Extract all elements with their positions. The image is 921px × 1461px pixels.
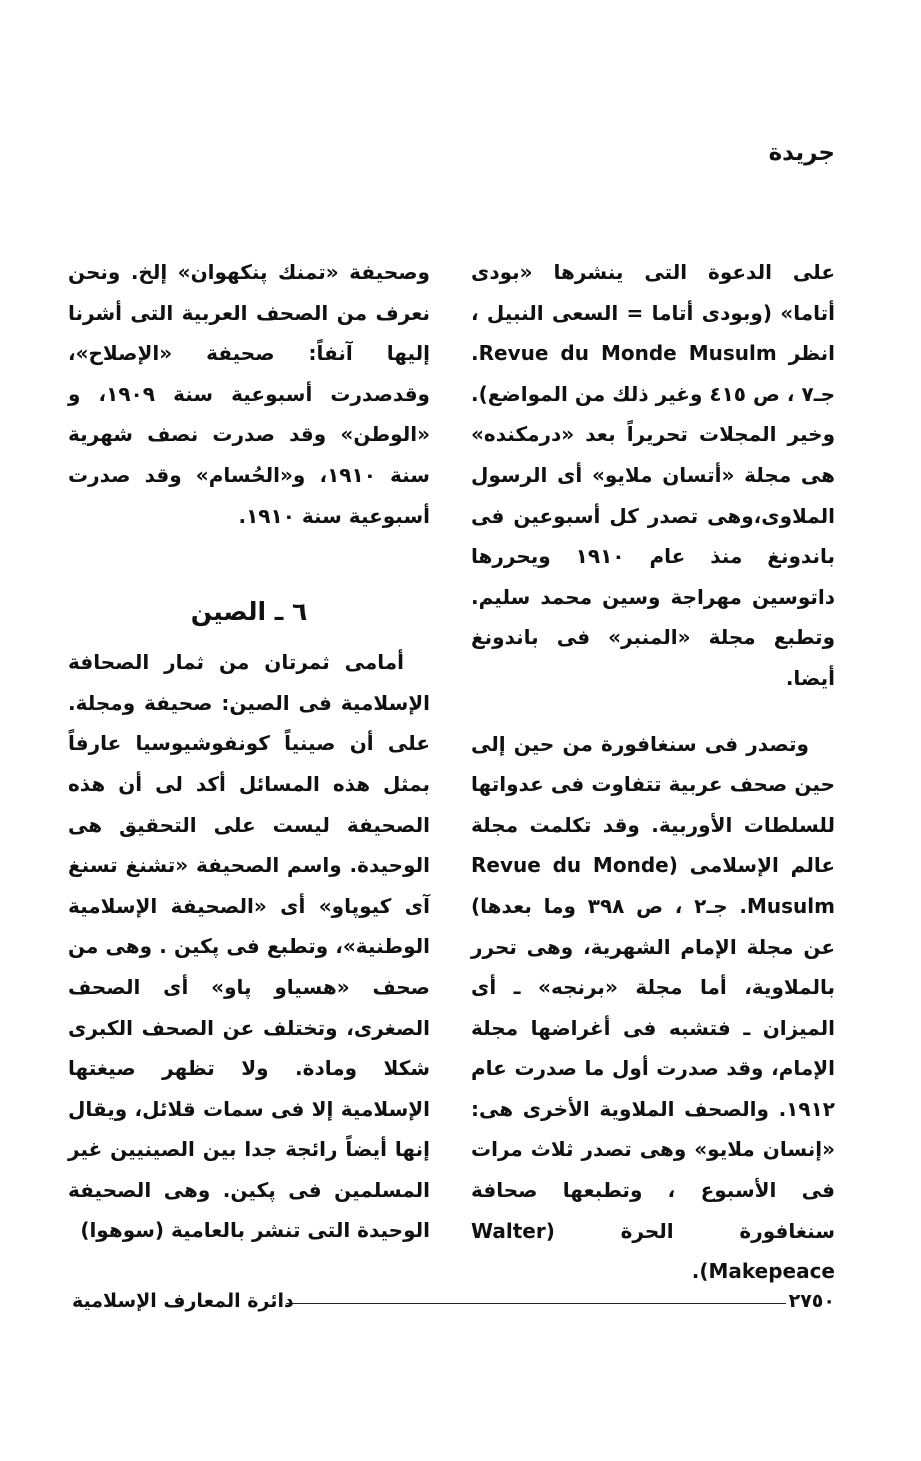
section-heading: ٦ ـ الصين: [190, 597, 308, 627]
right-column-paragraph-1: على الدعوة التى ينشرها «بودى أتاما» (وبودى أتاما = السعى النبيل ، انظر Revue du Monde Musulm. جـ٧ ، ص ٤١٥ وغير ذلك من المواضع). وخير المجلات تحريراً بعد «درمكنده» هى مجلة «أتسان ملايو» أى الرسول الملاوى،وهى تصدر كل أسبوعين فى باندونغ منذ عام ١٩١٠ ويحررها داتوسين مهراجة وسين محمد سليم. وتطبع مجلة «المنبر» فى باندونغ أيضا.: [471, 260, 835, 690]
footer-book-title: دائرة المعارف الإسلامية: [72, 1290, 294, 1312]
running-head: جريدة: [768, 140, 835, 166]
left-column-paragraph-1: وصحيفة «تمنك پنكهوان» إلخ. ونحن نعرف من الصحف العربية التى أشرنا إليها آنفاً: صحيفة «الإصلاح»، وقدصدرت أسبوعية سنة ١٩٠٩، و «الوطن» وقد صدرت نصف شهرية سنة ١٩١٠، و«الحُسام» وقد صدرت أسبوعية سنة ١٩١٠.: [68, 260, 430, 528]
right-column: [471, 252, 835, 1292]
page-number: ٢٧٥٠: [788, 1290, 835, 1312]
footer-rule: [286, 1303, 786, 1304]
left-column-paragraph-2: أمامى ثمرتان من ثمار الصحافة الإسلامية فى الصين: صحيفة ومجلة. على أن صينياً كونفوشيوسيا عارفاً بمثل هذه المسائل أكد لى أن هذه الصحيفة ليست على التحقيق هى الوحيدة. واسم الصحيفة «تشنغ تسنغ آى كيوپاو» أى «الصحيفة الإسلامية الوطنية»، وتطبع فى پكين . وهى من صحف «هسياو پاو» أى الصحف الصغرى، وتختلف عن الصحف الكبرى شكلا ومادة. ولا تظهر صيغتها الإسلامية إلا فى سمات قلائل، ويقال إنها أيضاً رائجة جدا بين الصينيين غير المسلمين فى پكين. وهى الصحيفة الوحيدة التى تنشر بالعامية (سوهوا): [68, 650, 430, 1243]
left-column: [68, 252, 430, 1251]
right-column-paragraph-2: وتصدر فى سنغافورة من حين إلى حين صحف عربية تتفاوت فى عدواتها للسلطات الأوربية. وقد تكلمت مجلة عالم الإسلامى (Revue du Monde Musulm. جـ٢ ، ص ٣٩٨ وما بعدها) عن مجلة الإمام الشهرية، وهى تحرر بالملاوية، أما مجلة «برنجه» ـ أى الميزان ـ فتشبه فى أغراضها مجلة الإمام، وقد صدرت أول ما صدرت عام ١٩١٢. والصحف الملاوية الأخرى هى: «إنسان ملايو» وهى تصدر ثلاث مرات فى الأسبوع ، وتطبعها صحافة سنغافورة الحرة (Walter Makepeace).: [471, 731, 836, 1284]
